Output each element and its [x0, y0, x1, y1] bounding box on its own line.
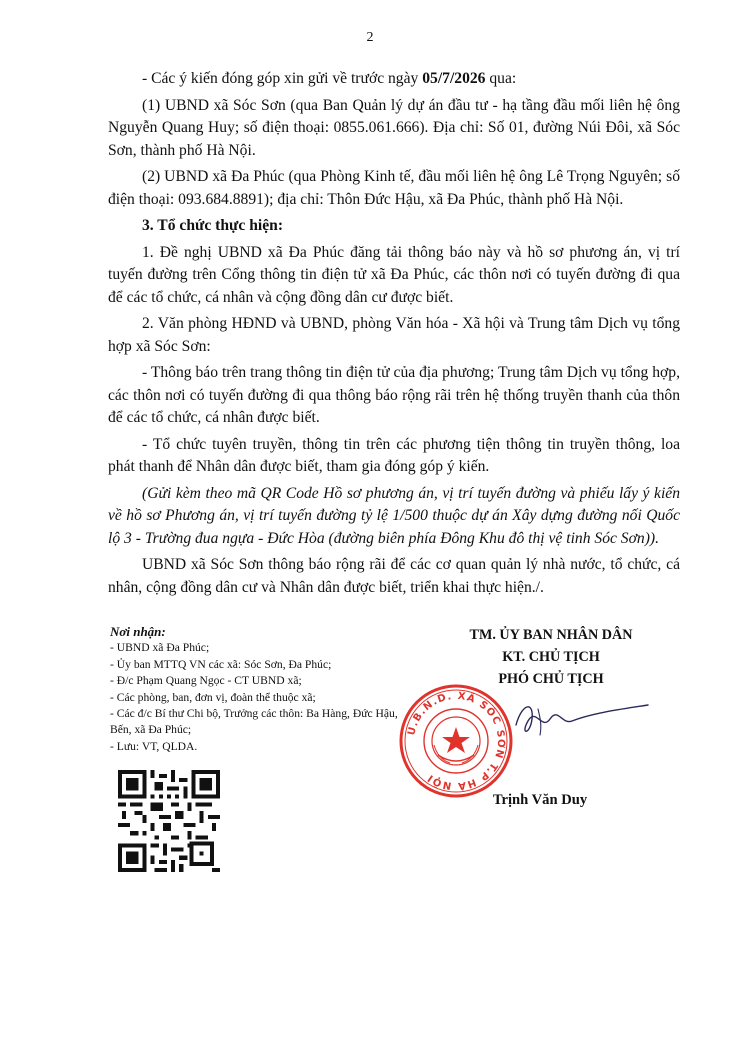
recipient-item: - Các phòng, ban, đơn vị, đoàn thể thuộc xã;	[110, 690, 316, 704]
qr-code-icon	[118, 770, 220, 872]
implementation-item-1: 1. Đề nghị UBND xã Đa Phúc đăng tải thông báo này và hồ sơ phương án, vị trí tuyến đường trên Cổng thông tin điện tử xã Đa Phúc, các thôn nơi có tuyến đường đi qua để các tổ chức, cá nhân và cộng đồng dân cư được biết.	[108, 243, 680, 306]
closing-paragraph: UBND xã Sóc Sơn thông báo rộng rãi để các cơ quan quản lý nhà nước, tổ chức, cá nhân, cộng đồng dân cư và Nhân dân được biết, triển khai thực hiện./.	[108, 556, 680, 596]
recipients-block	[110, 624, 410, 755]
recipient-item: - Các đ/c Bí thư Chi bộ, Trưởng các thôn: Ba Hàng, Đức Hậu, Bến, xã Đa Phúc;	[110, 707, 398, 737]
signature-authority: TM. ỦY BAN NHÂN DÂN	[469, 627, 633, 643]
official-seal	[398, 683, 514, 799]
deadline-prefix: - Các ý kiến đóng góp xin gửi về trước ngày	[142, 70, 423, 87]
emblem-icon	[432, 717, 480, 765]
implementation-subitem-announce: - Thông báo trên trang thông tin điện tử của địa phương; Trung tâm Dịch vụ tổng hợp, các thôn nơi có tuyến đường đi qua thông báo rộng rãi trên hệ thống truyền thanh của thôn để các tổ chức, cá nhân được biết.	[108, 364, 680, 426]
recipients-title: Nơi nhận:	[110, 624, 166, 639]
recipient-item: - Lưu: VT, QLDA.	[110, 739, 198, 753]
deadline-paragraph	[108, 68, 680, 91]
recipient-item: - Ủy ban MTTQ VN các xã: Sóc Sơn, Đa Phúc;	[110, 657, 332, 671]
recipient-item: - UBND xã Đa Phúc;	[110, 641, 210, 655]
seal-text: U.B.N.D. XÃ SÓC SƠN T.P HÀ NỘI	[406, 690, 507, 792]
page-number: 2	[366, 30, 374, 45]
handwritten-signature	[512, 695, 652, 745]
contact-da-phuc: (2) UBND xã Đa Phúc (qua Phòng Kinh tế, đầu mối liên hệ ông Lê Trọng Nguyên; số điện thoại: 093.684.8891); địa chỉ: Thôn Đức Hậu, xã Đa Phúc, thành phố Hà Nội.	[108, 168, 680, 208]
signature-block	[420, 624, 682, 690]
implementation-item-2: 2. Văn phòng HĐND và UBND, phòng Văn hóa - Xã hội và Trung tâm Dịch vụ tổng hợp xã Sóc Sơn:	[108, 315, 680, 355]
signer-name: Trịnh Văn Duy	[492, 792, 588, 808]
section-heading-implementation: 3. Tổ chức thực hiện:	[142, 217, 284, 234]
implementation-subitem-propaganda: - Tổ chức tuyên truyền, thông tin trên các phương tiện thông tin truyền thông, loa phát thanh để Nhân dân được biết, tham gia đóng góp ý kiến.	[108, 435, 680, 475]
recipient-item: - Đ/c Phạm Quang Ngọc - CT UBND xã;	[110, 674, 302, 688]
signature-position: PHÓ CHỦ TỊCH	[498, 671, 604, 687]
signature-on-behalf: KT. CHỦ TỊCH	[502, 649, 600, 665]
document-body	[108, 68, 680, 603]
deadline-suffix: qua:	[485, 70, 517, 87]
contact-soc-son: (1) UBND xã Sóc Sơn (qua Ban Quản lý dự án đầu tư - hạ tầng đầu mối liên hệ ông Nguyễn Quang Huy; số điện thoại: 0855.061.666). Địa chỉ: Số 01, đường Núi Đôi, xã Sóc Sơn, thành phố Hà Nội.	[108, 96, 680, 159]
recipients-list	[110, 640, 410, 755]
deadline-date: 05/7/2026	[422, 70, 486, 87]
attachment-note: (Gửi kèm theo mã QR Code Hồ sơ phương án, vị trí tuyến đường và phiếu lấy ý kiến về hồ sơ Phương án, vị trí tuyến đường tỷ lệ 1/500 thuộc dự án Xây dựng đường nối Quốc lộ 3 - Trường đua ngựa - Đức Hòa (đường biên phía Đông Khu đô thị vệ tinh Sóc Sơn)).	[108, 484, 680, 547]
